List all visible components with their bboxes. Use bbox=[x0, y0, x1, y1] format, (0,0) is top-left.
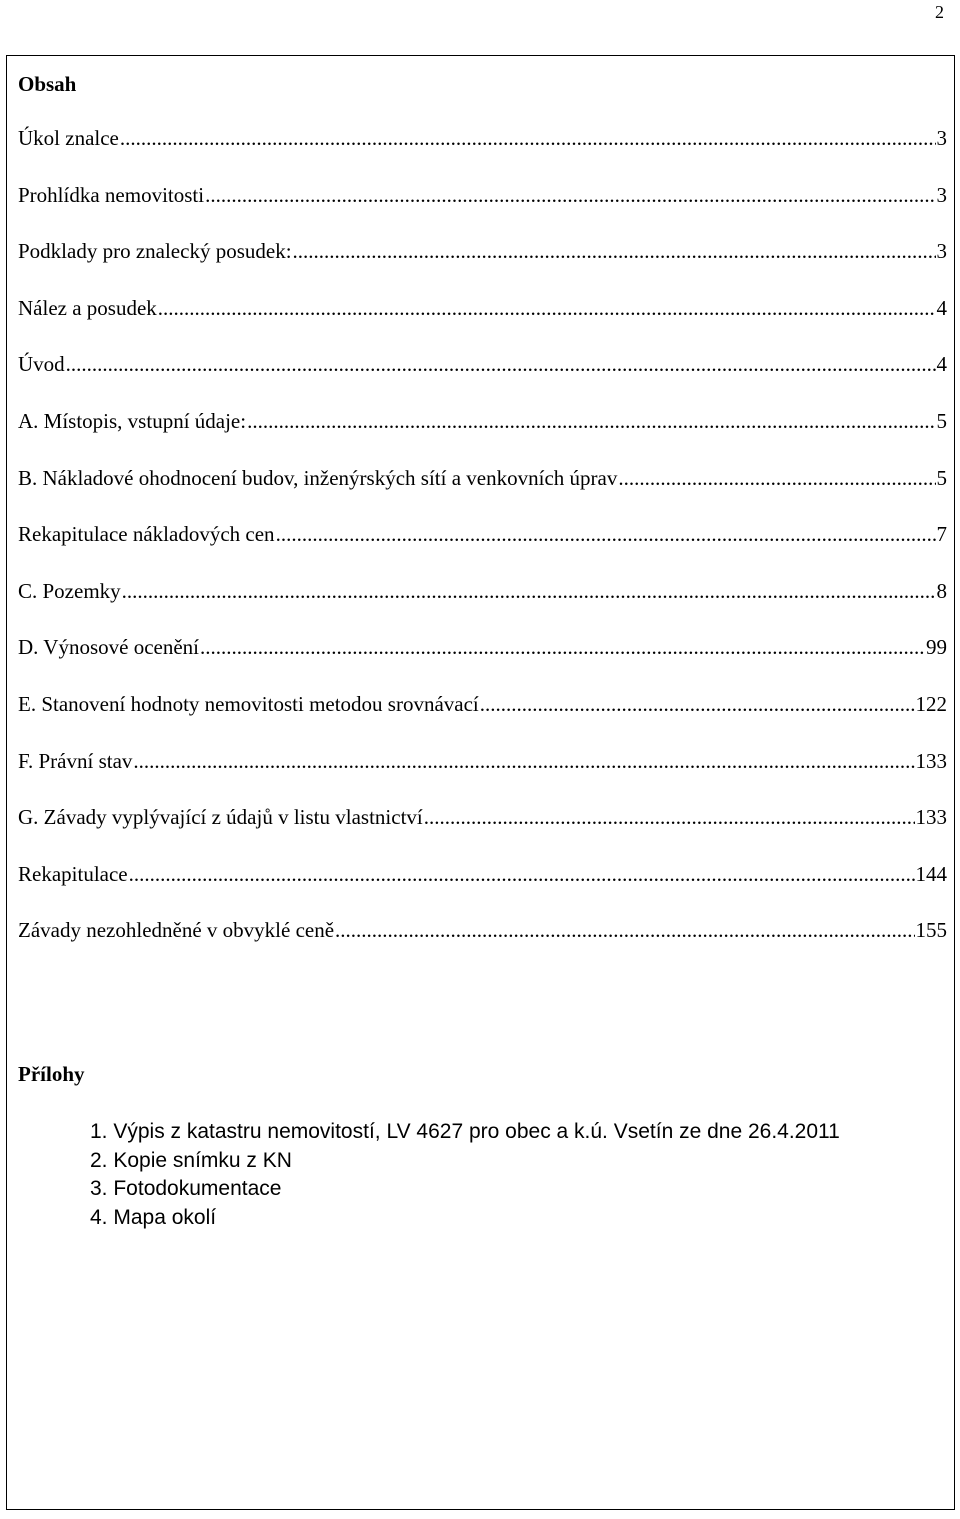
toc-entry-page: 155 bbox=[915, 918, 947, 943]
toc-leader-dots bbox=[66, 352, 936, 377]
toc-entry-page: 133 bbox=[915, 805, 947, 830]
toc-entry-page: 7 bbox=[936, 522, 947, 547]
page-number: 2 bbox=[935, 2, 944, 22]
toc-entry-page: 133 bbox=[915, 748, 947, 773]
toc-entry[interactable] bbox=[18, 635, 947, 692]
toc-entry[interactable] bbox=[18, 522, 947, 579]
toc-entry[interactable] bbox=[18, 692, 947, 749]
toc-entry-page: 8 bbox=[936, 578, 947, 603]
toc-entry[interactable] bbox=[18, 918, 947, 975]
toc-entry-page: 4 bbox=[936, 352, 947, 377]
toc-entry-page: 5 bbox=[936, 465, 947, 490]
toc-leader-dots bbox=[205, 183, 935, 208]
toc-leader-dots bbox=[200, 635, 925, 660]
toc-entry[interactable] bbox=[18, 239, 947, 296]
toc-entry[interactable] bbox=[18, 749, 947, 806]
toc-entry-page: 4 bbox=[936, 295, 947, 320]
toc-entry-page: 3 bbox=[936, 239, 947, 264]
toc-entry[interactable] bbox=[18, 805, 947, 862]
toc-entry-label: C. Pozemky bbox=[18, 578, 121, 603]
toc-entry-page: 144 bbox=[915, 861, 947, 886]
toc-entry-page: 3 bbox=[936, 182, 947, 207]
attachment-item: 3. Fotodokumentace bbox=[90, 1177, 282, 1200]
toc-entry-label: A. Místopis, vstupní údaje: bbox=[18, 408, 247, 433]
toc-leader-dots bbox=[335, 918, 914, 943]
toc-leader-dots bbox=[129, 862, 915, 887]
toc-entry-label: Úkol znalce bbox=[18, 126, 119, 150]
toc-leader-dots bbox=[133, 749, 914, 774]
toc-entry[interactable] bbox=[18, 862, 947, 919]
toc-entry-label: Rekapitulace bbox=[18, 861, 128, 886]
toc-entry-label: Rekapitulace nákladových cen bbox=[18, 522, 275, 547]
toc-entry-label: G. Závady vyplývající z údajů v listu vlastnictví bbox=[18, 805, 423, 830]
toc-entry-label: F. Právní stav bbox=[18, 748, 133, 773]
toc-entry-page: 5 bbox=[936, 408, 947, 433]
toc-entry[interactable] bbox=[18, 409, 947, 466]
toc-leader-dots bbox=[293, 239, 936, 264]
attachment-item: 2. Kopie snímku z KN bbox=[90, 1148, 292, 1172]
toc-entry-label: D. Výnosové ocenění bbox=[18, 635, 199, 660]
table-of-contents bbox=[18, 126, 947, 975]
toc-leader-dots bbox=[158, 296, 936, 321]
toc-entry-page: 3 bbox=[936, 126, 947, 150]
attachment-item: 4. Mapa okolí bbox=[90, 1205, 217, 1229]
toc-leader-dots bbox=[480, 692, 915, 717]
toc-entry[interactable] bbox=[18, 579, 947, 636]
toc-entry[interactable] bbox=[18, 466, 947, 523]
toc-entry-label: E. Stanovení hodnoty nemovitosti metodou srovnávací bbox=[18, 691, 479, 716]
attachment-item: 1. Výpis z katastru nemovitostí, LV 4627 pro obec a k.ú. Vsetín ze dne 26.4.2011 bbox=[90, 1120, 840, 1143]
toc-entry-page: 122 bbox=[915, 691, 947, 716]
toc-leader-dots bbox=[120, 126, 936, 151]
toc-entry[interactable] bbox=[18, 183, 947, 240]
attachments-title: Přílohy bbox=[18, 1062, 85, 1086]
toc-entry-page: 99 bbox=[926, 635, 947, 660]
toc-leader-dots bbox=[276, 522, 936, 547]
toc-entry-label: Podklady pro znalecký posudek: bbox=[18, 239, 292, 264]
toc-entry-label: Prohlídka nemovitosti bbox=[18, 182, 205, 207]
toc-entry-label: Nález a posudek bbox=[18, 295, 157, 320]
toc-leader-dots bbox=[618, 466, 935, 491]
toc-entry[interactable] bbox=[18, 352, 947, 409]
toc-entry[interactable] bbox=[18, 296, 947, 353]
toc-entry-label: Závady nezohledněné v obvyklé ceně bbox=[18, 918, 335, 943]
toc-entry-label: B. Nákladové ohodnocení budov, inženýrských sítí a venkovních úprav bbox=[18, 465, 618, 490]
toc-leader-dots bbox=[247, 409, 935, 434]
toc-entry-label: Úvod bbox=[18, 352, 65, 377]
toc-leader-dots bbox=[424, 805, 915, 830]
toc-leader-dots bbox=[122, 579, 936, 604]
toc-entry[interactable] bbox=[18, 126, 947, 183]
attachments-list bbox=[90, 1118, 840, 1232]
toc-title: Obsah bbox=[18, 72, 77, 96]
